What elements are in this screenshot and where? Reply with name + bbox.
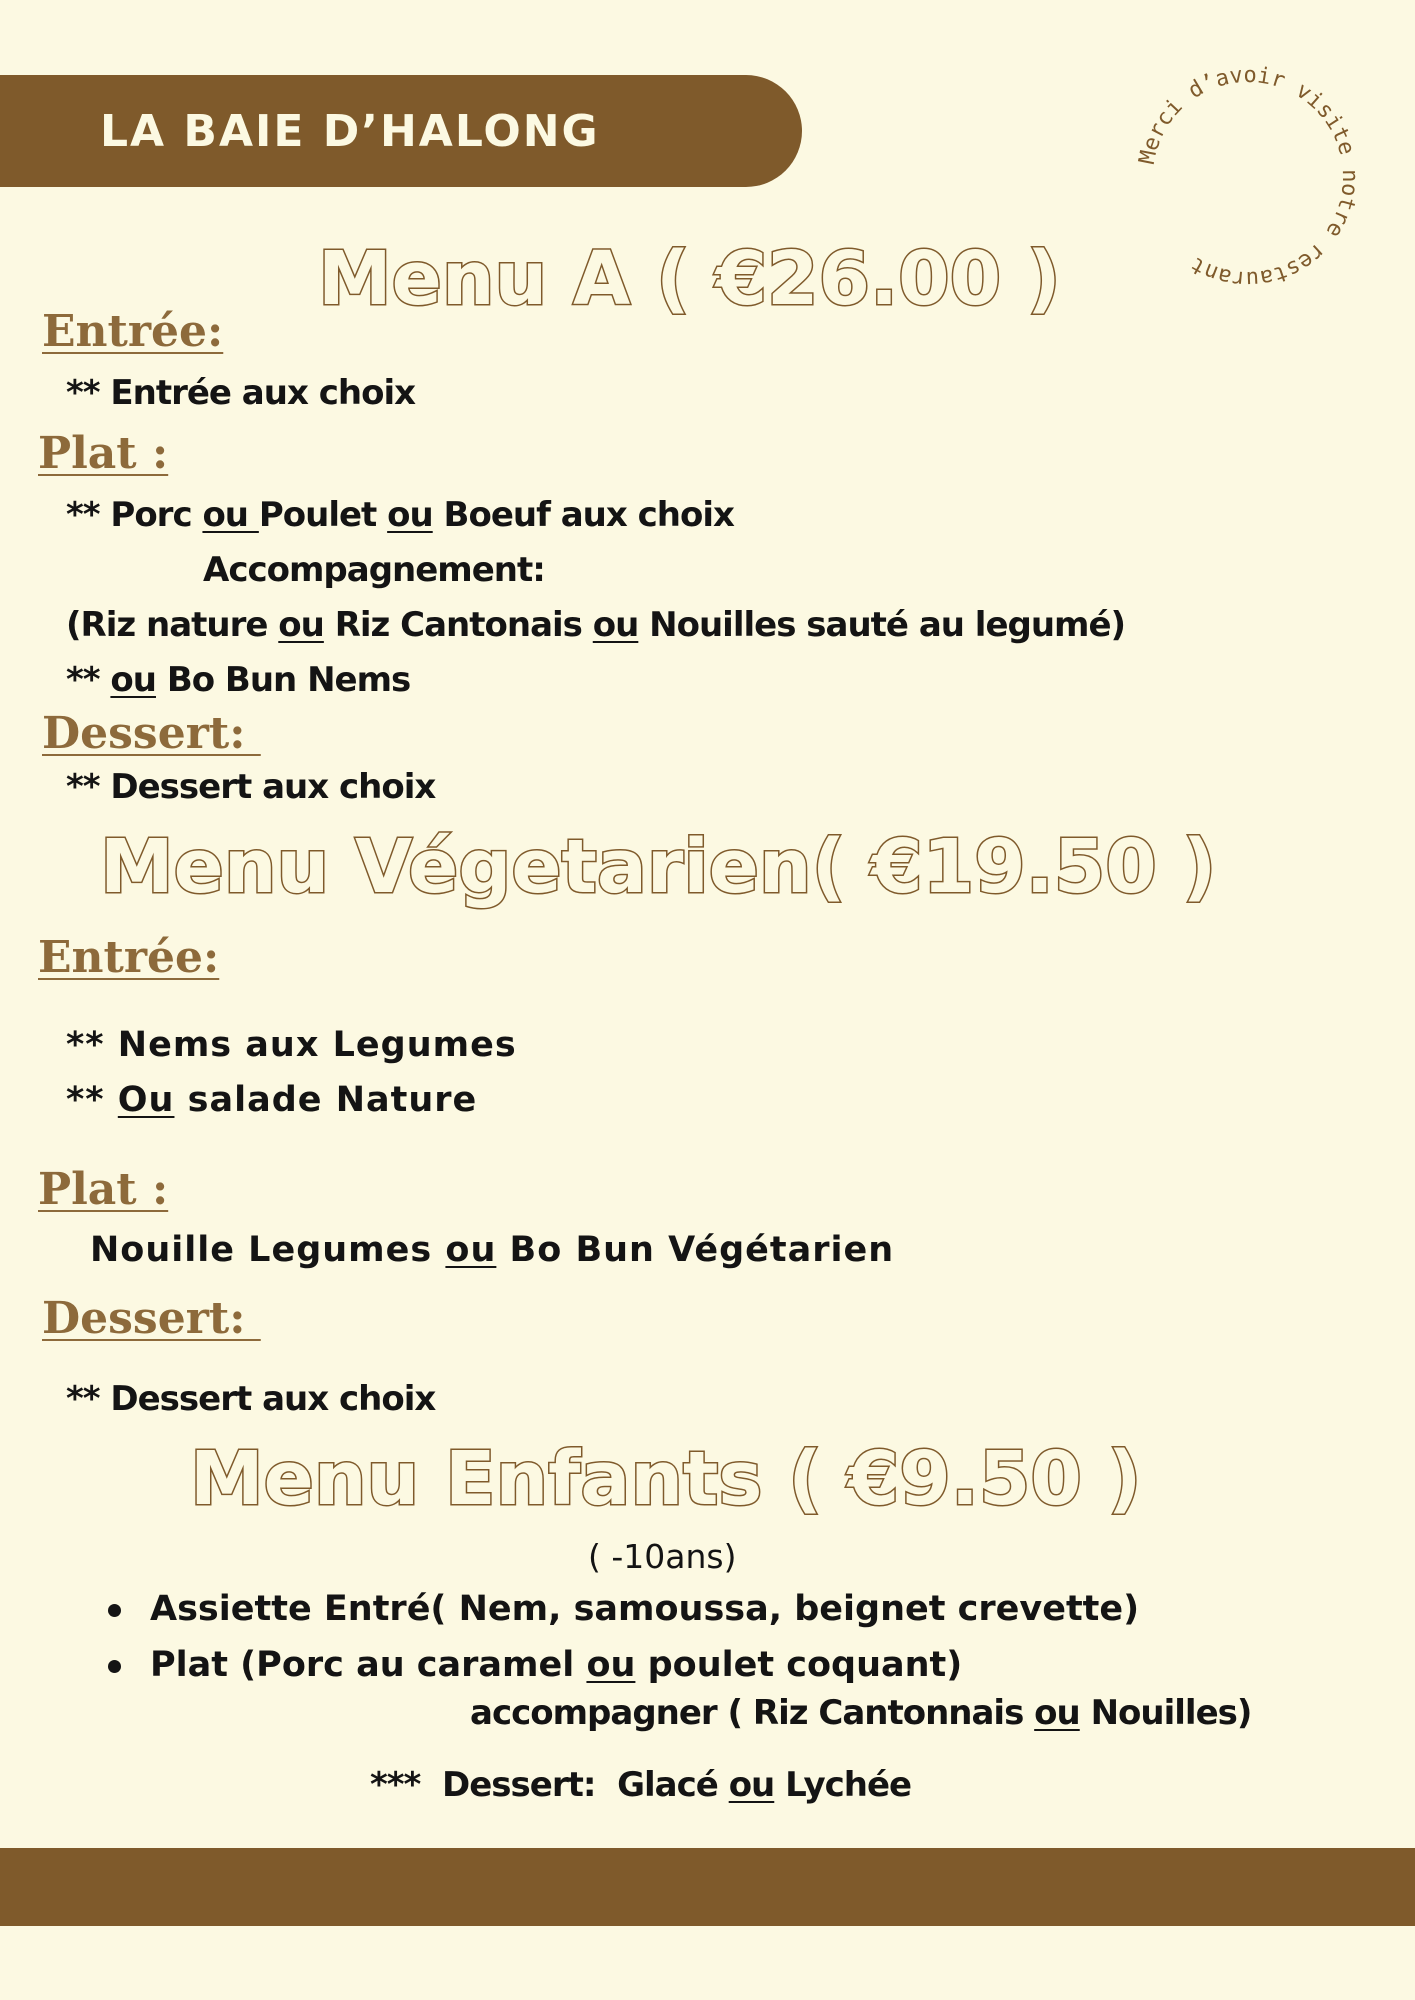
menu-a-dessert-label: Dessert: — [42, 708, 261, 759]
menu-a-bobun-item: ** ou Bo Bun Nems — [66, 660, 411, 700]
menu-veg-dessert-item: ** Dessert aux choix — [66, 1379, 436, 1419]
menu-a-accompagnement-label: Accompagnement: — [203, 550, 545, 590]
menu-kids-item-2: Plat (Porc au caramel ou poulet coquant) — [150, 1645, 963, 1685]
menu-a-plat-label: Plat : — [38, 428, 169, 479]
menu-kids-item-2-accompaniment: accompagner ( Riz Cantonnais ou Nouilles) — [470, 1693, 1252, 1733]
thank-you-stamp — [1128, 57, 1368, 297]
menu-a-title: Menu A ( €26.00 ) — [318, 236, 1061, 322]
menu-a-entree-label: Entrée: — [42, 306, 224, 357]
menu-a-accompagnement-item: (Riz nature ou Riz Cantonais ou Nouilles sauté au legumé) — [66, 605, 1126, 645]
stamp-text: Merci d’avoir visite notre restaurant — [1134, 62, 1363, 292]
menu-a-dessert-item: ** Dessert aux choix — [66, 767, 436, 807]
menu-kids-title: Menu Enfants ( €9.50 ) — [190, 1436, 1142, 1522]
menu-veg-entree-item-2: ** Ou salade Nature — [66, 1080, 478, 1120]
footer-bar — [0, 1848, 1415, 1926]
menu-veg-title: Menu Végetarien( €19.50 ) — [100, 824, 1217, 910]
bullet-icon — [108, 1604, 121, 1617]
menu-kids-dessert: *** Dessert: Glacé ou Lychée — [370, 1765, 912, 1805]
menu-a-plat-item: ** Porc ou Poulet ou Boeuf aux choix — [66, 495, 734, 535]
restaurant-name: LA BAIE D’HALONG — [100, 106, 600, 157]
menu-veg-entree-item-1: ** Nems aux Legumes — [66, 1025, 517, 1065]
menu-kids-age: ( -10ans) — [588, 1537, 737, 1576]
menu-a-entree-item: ** Entrée aux choix — [66, 373, 416, 413]
menu-veg-dessert-label: Dessert: — [42, 1293, 261, 1344]
menu-kids-item-1: Assiette Entré( Nem, samoussa, beignet crevette) — [150, 1589, 1140, 1629]
menu-veg-plat-item: Nouille Legumes ou Bo Bun Végétarien — [90, 1230, 895, 1270]
menu-veg-entree-label: Entrée: — [38, 932, 220, 983]
bullet-icon — [108, 1660, 121, 1673]
menu-veg-plat-label: Plat : — [38, 1164, 169, 1215]
